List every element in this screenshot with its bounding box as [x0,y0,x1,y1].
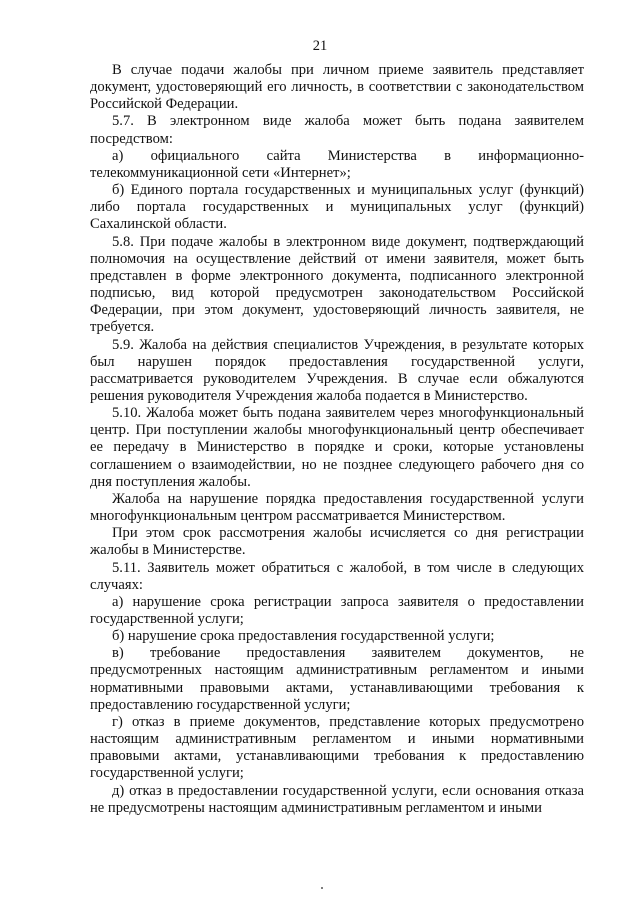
paragraph-5-11-a: а) нарушение срока регистрации запроса заявителя о предоставлении государственной услуги; [90,593,584,627]
paragraph-personal-submission: В случае подачи жалобы при личном приеме заявитель представляет документ, удостоверяющий его личность, в соответствии с законодательством Российской Федерации. [90,62,584,113]
paragraph-5-11-d: д) отказ в предоставлении государственной услуги, если основания отказа не предусмотрены настоящим административным регламентом и иными [90,782,584,816]
paragraph-5-10: 5.10. Жалоба может быть подана заявителем через многофункциональный центр. При поступлении жалобы многофункциональный центр обеспечивает ее передачу в Министерство в порядке и сроки, которые установлены соглашением о взаимодействии, но не позднее следующего рабочего дня со дня поступления жалобы. [90,405,584,490]
paragraph-5-11-v: в) требование предоставления заявителем документов, не предусмотренных настоящим административным регламентом и иными нормативными правовыми актами, устанавливающими требования к предоставлению государственной услуги; [90,645,584,713]
page-number: 21 [312,38,328,54]
paragraph-mfc-review: Жалоба на нарушение порядка предоставления государственной услуги многофункциональным центром рассматривается Министерством. [90,490,584,525]
paragraph-5-9: 5.9. Жалоба на действия специалистов Учреждения, в результате которых был нарушен порядок предоставления государственной услуги, рассматривается руководителем Учреждения. В случае если обжалуются решения руководителя Учреждения жалоба подается в Министерство. [90,336,584,404]
paragraph-5-11: 5.11. Заявитель может обратиться с жалобой, в том числе в следующих случаях: [90,559,584,593]
paragraph-review-term: При этом срок рассмотрения жалобы исчисляется со дня регистрации жалобы в Министерстве. [90,525,584,559]
paragraph-5-8: 5.8. При подаче жалобы в электронном виде документ, подтверждающий полномочия на осуществление действий от имени заявителя, может быть представлен в форме электронного документа, подписанного электронной подписью, вид которой предусмотрен законодательством Российской Федерации, при этом документ, удостоверяющий личность заявителя, не требуется. [90,233,584,336]
document-body [90,62,584,817]
paragraph-5-7-b: б) Единого портала государственных и муниципальных услуг (функций) либо портала государственных и муниципальных услуг (функций) Сахалинской области. [90,182,584,233]
paragraph-5-11-g: г) отказ в приеме документов, представление которых предусмотрено настоящим административным регламентом и иными нормативными правовыми актами, устанавливающими требования к предоставлению государственной услуги; [90,713,584,782]
paragraph-5-7: 5.7. В электронном виде жалоба может быть подана заявителем посредством: [90,113,584,147]
paragraph-5-11-b: б) нарушение срока предоставления государственной услуги; [112,628,495,645]
scan-dot-mark [321,887,323,889]
paragraph-5-7-a: а) официального сайта Министерства в информационно-телекоммуникационной сети «Интернет»; [90,147,584,181]
